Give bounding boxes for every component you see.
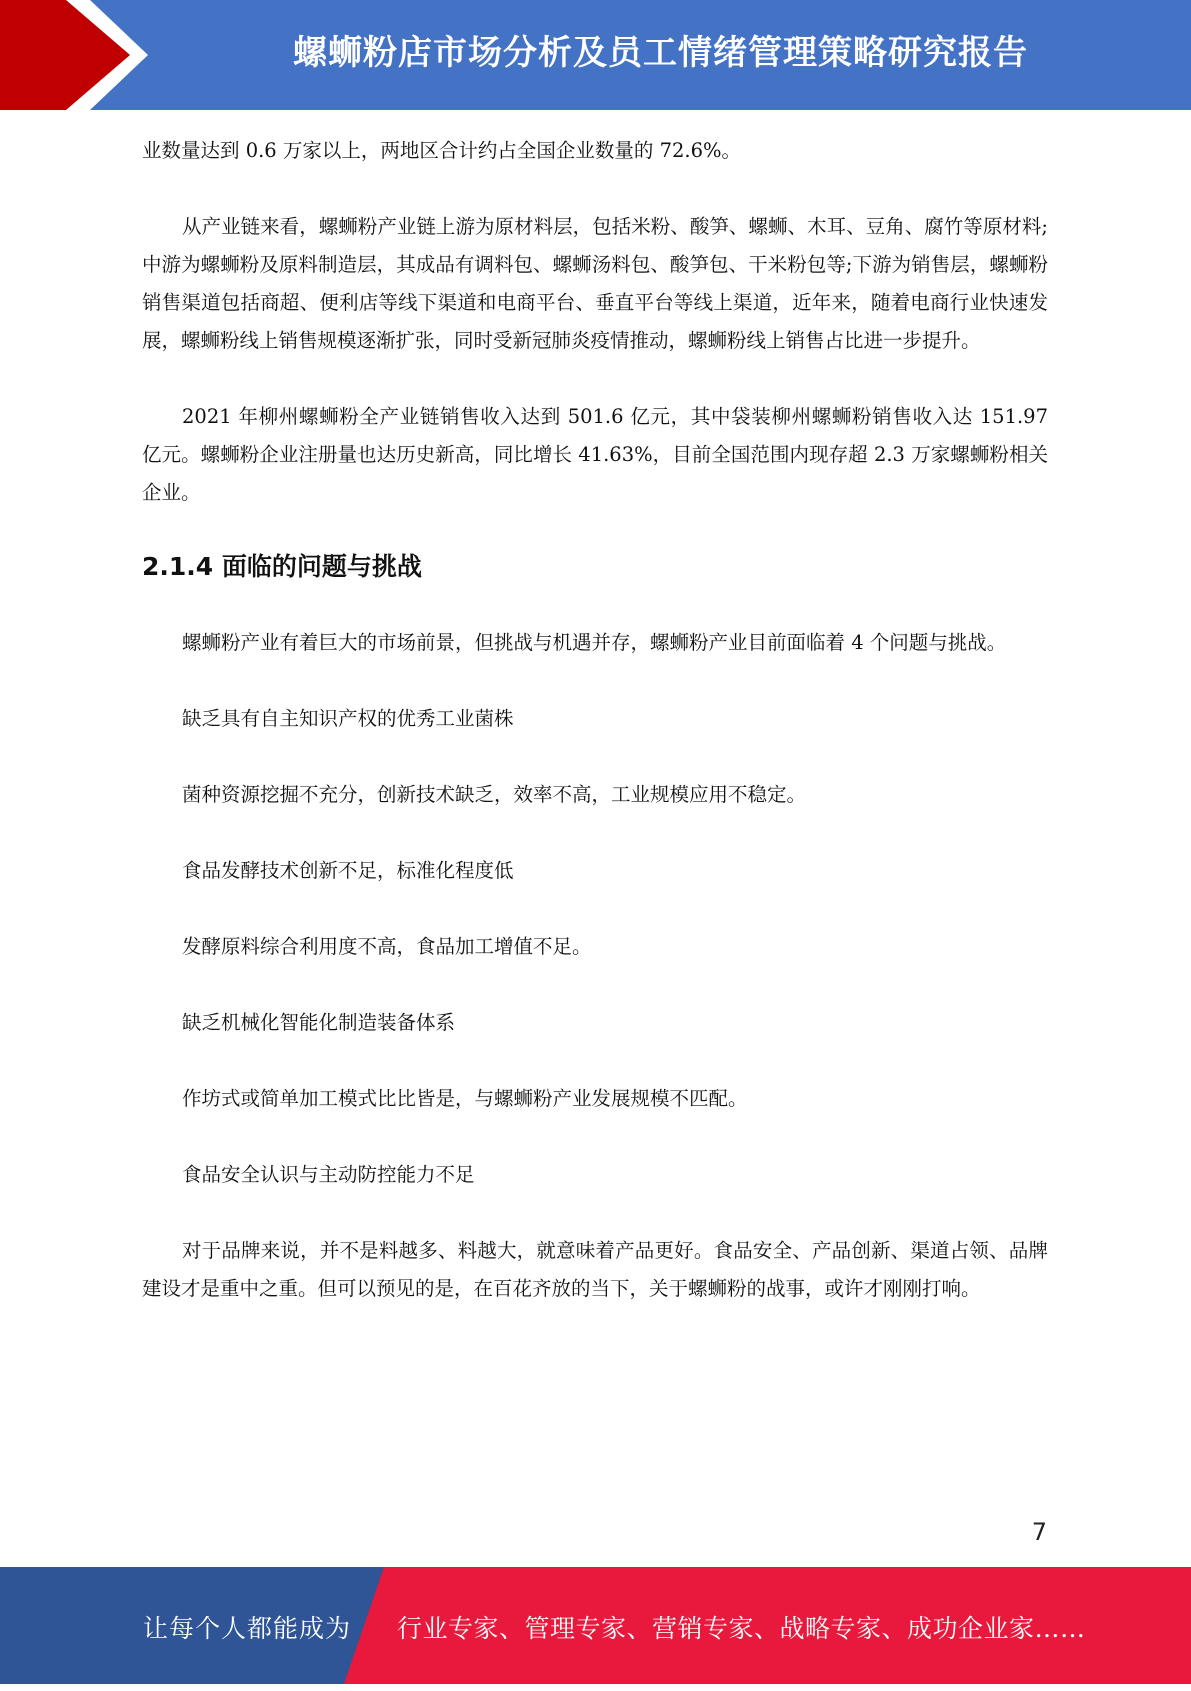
paragraph: 螺蛳粉产业有着巨大的市场前景，但挑战与机遇并存，螺蛳粉产业目前面临着 4 个问题与挑战。 — [182, 631, 1007, 654]
list-item-heading: 食品发酵技术创新不足，标准化程度低 — [182, 859, 514, 882]
paragraph: 发酵原料综合利用度不高，食品加工增值不足。 — [182, 935, 592, 958]
footer-banner — [0, 1567, 1191, 1684]
page-number: 7 — [1031, 1518, 1047, 1546]
paragraph: 2021 年柳州螺蛳粉全产业链销售收入达到 501.6 亿元，其中袋装柳州螺蛳粉销售收入达 151.97 亿元。螺蛳粉企业注册量也达历史新高，同比增长 41.63%，目前全国范围内现存超 2.3 万家螺蛳粉相关企业。 — [142, 405, 1048, 504]
list-item-heading: 食品安全认识与主动防控能力不足 — [182, 1163, 475, 1186]
footer-slogan-right: 行业专家、管理专家、营销专家、战略专家、成功企业家…… — [397, 1614, 1086, 1643]
document-body — [142, 132, 1048, 1346]
header-banner — [0, 0, 1191, 110]
paragraph: 对于品牌来说，并不是料越多、料越大，就意味着产品更好。食品安全、产品创新、渠道占领、品牌建设才是重中之重。但可以预见的是，在百花齐放的当下，关于螺蛳粉的战事，或许才刚刚打响。 — [142, 1239, 1048, 1300]
paragraph: 从产业链来看，螺蛳粉产业链上游为原材料层，包括米粉、酸笋、螺蛳、木耳、豆角、腐竹等原材料;中游为螺蛳粉及原料制造层，其成品有调料包、螺蛳汤料包、酸笋包、干米粉包等;下游为销售层，螺蛳粉销售渠道包括商超、便利店等线下渠道和电商平台、垂直平台等线上渠道，近年来，随着电商行业快速发展，螺蛳粉线上销售规模逐渐扩张，同时受新冠肺炎疫情推动，螺蛳粉线上销售占比进一步提升。 — [142, 215, 1048, 352]
paragraph: 业数量达到 0.6 万家以上，两地区合计约占全国企业数量的 72.6%。 — [142, 139, 742, 162]
list-item-heading: 缺乏具有自主知识产权的优秀工业菌株 — [182, 707, 514, 730]
report-title: 螺蛳粉店市场分析及员工情绪管理策略研究报告 — [293, 33, 1028, 73]
list-item-heading: 缺乏机械化智能化制造装备体系 — [182, 1011, 456, 1034]
footer-slogan-left: 让每个人都能成为 — [143, 1614, 352, 1643]
section-heading: 2.1.4 面临的问题与挑战 — [142, 552, 422, 581]
header-arrow-decoration — [0, 0, 160, 110]
paragraph: 菌种资源挖掘不充分，创新技术缺乏，效率不高，工业规模应用不稳定。 — [182, 783, 807, 806]
paragraph: 作坊式或简单加工模式比比皆是，与螺蛳粉产业发展规模不匹配。 — [182, 1087, 748, 1110]
